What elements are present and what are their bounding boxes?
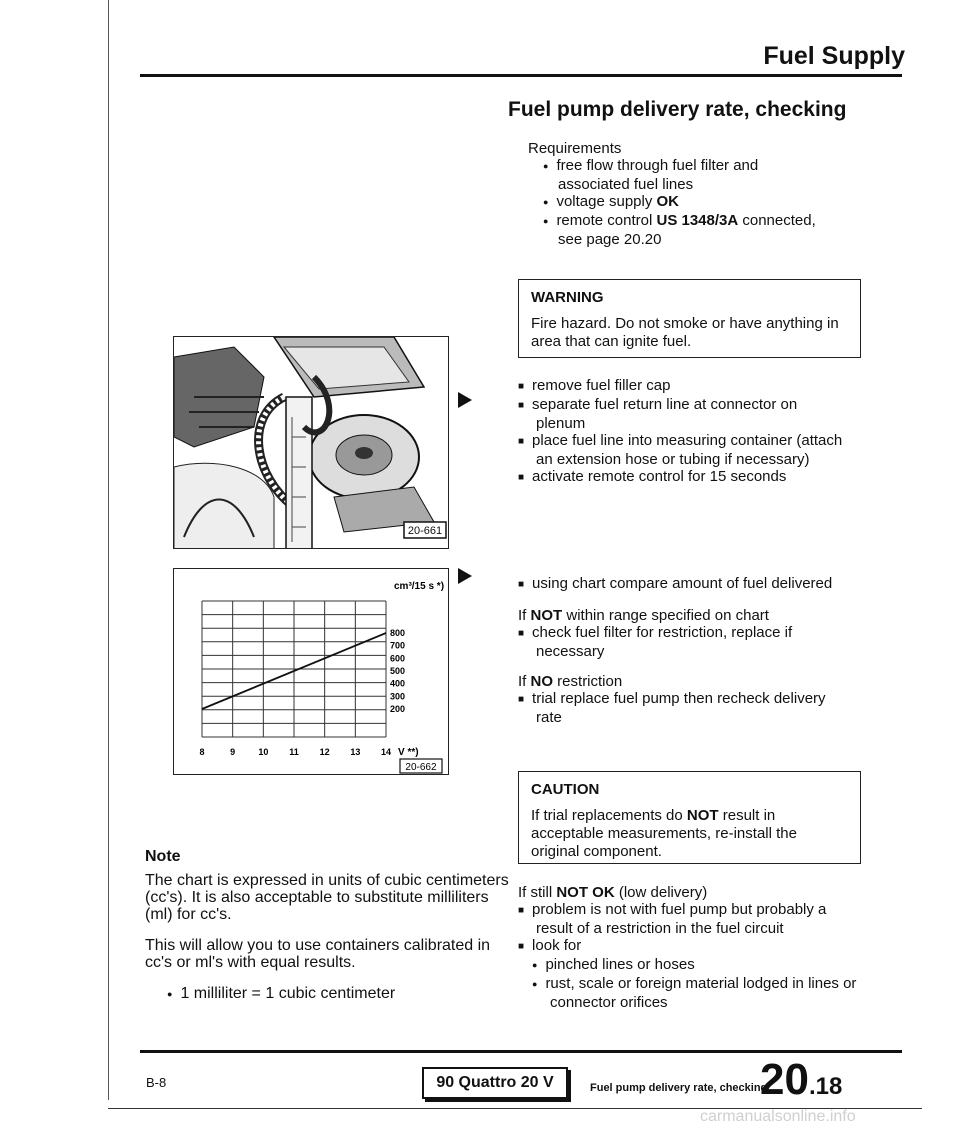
chart-x-tick: 9 <box>230 747 236 757</box>
chart-y-tick: 600 <box>390 653 406 664</box>
footer-page-number: 20.18 <box>760 1055 843 1104</box>
chart-tag: 20-662 <box>405 762 437 773</box>
step-item: ■ look for <box>518 937 863 956</box>
still-not-ok-section <box>518 884 863 1011</box>
caution-box <box>518 771 861 864</box>
chart-y-tick: 800 <box>390 628 406 638</box>
requirement-item: ● free flow through fuel filter and <box>528 157 858 176</box>
warning-box <box>518 279 861 358</box>
requirement-item-cont: associated fuel lines <box>558 176 694 193</box>
note-title: Note <box>145 848 181 865</box>
steps-list-1 <box>518 377 848 487</box>
footer-model-box: 90 Quattro 20 V <box>422 1067 568 1099</box>
step-item: ■ remove fuel filler cap <box>518 377 848 396</box>
figure-tag: 20-661 <box>407 525 443 537</box>
delivery-rate-chart-figure <box>173 568 449 775</box>
chart-x-tick: 10 <box>258 747 269 757</box>
pointer-arrow-icon <box>458 568 472 584</box>
delivery-rate-chart <box>174 569 449 775</box>
requirement-item: ● voltage supply OK <box>528 193 858 212</box>
caution-text: If trial replacements do NOT result in acceptable measurements, re-install the original component. <box>531 807 797 860</box>
pointer-arrow-icon <box>458 392 472 408</box>
chart-x-tick: 12 <box>319 747 330 757</box>
chart-y-tick: 400 <box>390 678 406 689</box>
chart-y-tick: 300 <box>390 691 406 702</box>
margin-line <box>108 0 109 1100</box>
chart-y-tick: 500 <box>390 666 406 676</box>
note-paragraph: This will allow you to use containers calibrated in cc's or ml's with equal results. <box>145 937 491 971</box>
page-title: Fuel pump delivery rate, checking <box>508 98 847 121</box>
chart-y-tick: 200 <box>390 704 406 714</box>
footer-code: B-8 <box>146 1075 167 1090</box>
engine-bay-figure <box>173 336 449 549</box>
requirements-heading: Requirements <box>528 140 622 157</box>
footer-subtitle: Fuel pump delivery rate, checking <box>590 1082 768 1094</box>
note-body <box>145 872 510 1004</box>
warning-label: WARNING <box>531 289 604 306</box>
caution-label: CAUTION <box>531 781 600 798</box>
step-item: ■ check fuel filter for restriction, replace if necessary <box>518 624 848 660</box>
chart-y-label: cm³/15 s *) <box>394 581 445 592</box>
step-item: ■ problem is not with fuel pump but probably a result of a restriction in the fuel circuit <box>518 901 863 937</box>
chart-x-tick: 13 <box>350 747 361 757</box>
chart-x-tick: 8 <box>199 747 205 757</box>
step-item: ■ using chart compare amount of fuel delivered <box>518 575 848 594</box>
watermark: carmanualsonline.info <box>700 1108 856 1125</box>
chart-x-label: V **) <box>398 747 419 758</box>
step-item: ■ activate remote control for 15 seconds <box>518 468 848 487</box>
note-bullet: ● 1 milliliter = 1 cubic centimeter <box>145 985 510 1004</box>
chart-x-tick: 14 <box>380 747 392 757</box>
footer-rule <box>140 1050 902 1053</box>
engine-bay-illustration <box>174 337 449 549</box>
sub-item: ● pinched lines or hoses <box>518 956 863 975</box>
step-item: ■ place fuel line into measuring container (attach an extension hose or tubing if necessary) <box>518 432 848 468</box>
step-item: ■ trial replace fuel pump then recheck delivery rate <box>518 690 848 726</box>
requirement-item: ● remote control US 1348/3A connected, <box>528 212 858 231</box>
note-paragraph: The chart is expressed in units of cubic centimeters (cc's). It is also acceptable to substitute milliliters (ml) for cc's. <box>145 872 509 923</box>
condition-no-restriction: If NO restriction <box>518 673 623 690</box>
condition-still-not-ok: If still NOT OK (low delivery) <box>518 884 708 901</box>
section-header: Fuel Supply <box>763 42 905 70</box>
warning-text: Fire hazard. Do not smoke or have anything in area that can ignite fuel. <box>531 315 839 350</box>
steps-list-2 <box>518 575 848 726</box>
requirements <box>528 140 858 248</box>
sub-item: ● rust, scale or foreign material lodged in lines or connector orifices <box>518 975 863 1011</box>
chart-y-tick: 700 <box>390 640 406 651</box>
step-item: ■ separate fuel return line at connector on plenum <box>518 396 848 432</box>
header-rule <box>140 74 902 77</box>
requirement-item-cont: see page 20.20 <box>558 231 662 248</box>
chart-x-tick: 11 <box>289 747 299 757</box>
condition-not-within: If NOT within range specified on chart <box>518 607 769 624</box>
